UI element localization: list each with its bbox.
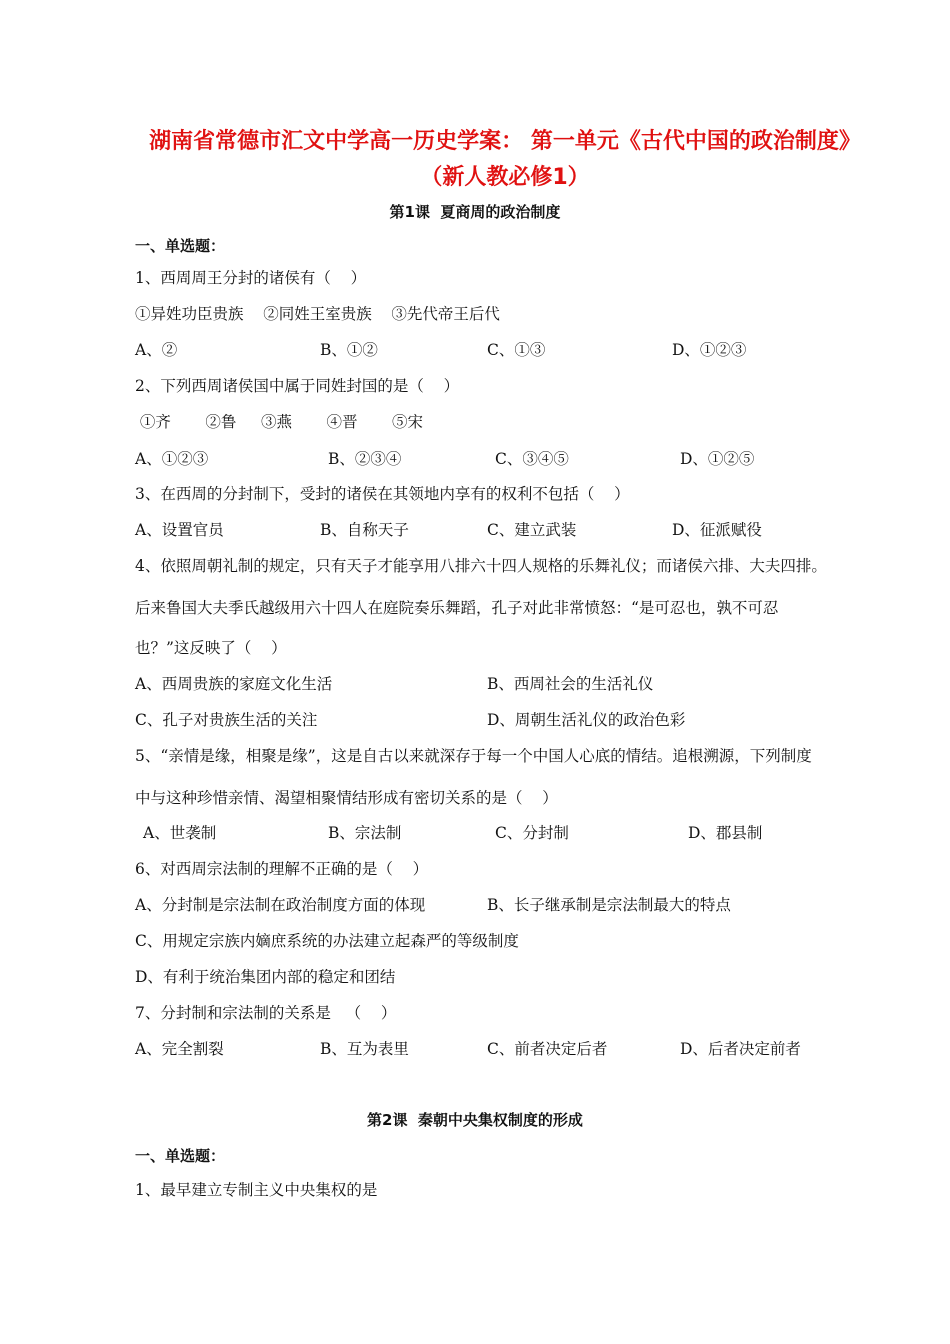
q5-option-d: D、郡县制 bbox=[688, 824, 763, 842]
q2-option-a: A、①②③ bbox=[135, 450, 209, 468]
q7-option-b: B、互为表里 bbox=[320, 1040, 409, 1058]
q4-option-a: A、西周贵族的家庭文化生活 bbox=[135, 675, 333, 693]
q2-option-c: C、③④⑤ bbox=[495, 450, 569, 468]
q1-option-d: D、①②③ bbox=[672, 341, 747, 359]
q7-option-c: C、前者决定后者 bbox=[487, 1040, 608, 1058]
lesson2-heading: 第2课 秦朝中央集权制度的形成 bbox=[367, 1111, 583, 1129]
q6-option-a: A、分封制是宗法制在政治制度方面的体现 bbox=[135, 896, 426, 914]
q1-option-a: A、② bbox=[135, 341, 178, 359]
lesson2-section-title: 一、单选题： bbox=[135, 1147, 226, 1165]
lesson1-heading: 第1课 夏商周的政治制度 bbox=[389, 203, 561, 221]
q2-option-d: D、①②⑤ bbox=[680, 450, 755, 468]
q1-option-c: C、①③ bbox=[487, 341, 546, 359]
lesson1-section-title: 一、单选题： bbox=[135, 237, 226, 255]
q3-option-b: B、自称天子 bbox=[320, 521, 409, 539]
q2-stem: 2、下列西周诸侯国中属于同姓封国的是（ ） bbox=[135, 377, 460, 395]
q3-option-a: A、设置官员 bbox=[135, 521, 224, 539]
q7-option-d: D、后者决定前者 bbox=[680, 1040, 801, 1058]
q6-option-d: D、有利于统治集团内部的稳定和团结 bbox=[135, 968, 396, 986]
document-title-line1: 湖南省常德市汇文中学高一历史学案： 第一单元《古代中国的政治制度》 bbox=[149, 129, 861, 154]
q6-option-b: B、长子继承制是宗法制最大的特点 bbox=[487, 896, 731, 914]
q4-stem-line3: 也？”这反映了（ ） bbox=[135, 639, 287, 657]
document-title-line2: （新人教必修1） bbox=[420, 165, 590, 190]
q6-stem: 6、对西周宗法制的理解不正确的是（ ） bbox=[135, 860, 429, 878]
q7-stem: 7、分封制和宗法制的关系是 （ ） bbox=[135, 1004, 397, 1022]
q3-option-c: C、建立武装 bbox=[487, 521, 577, 539]
q5-stem-line1: 5、“亲情是缘，相聚是缘”，这是自古以来就深存于每一个中国人心底的情结。追根溯源，下列制度 bbox=[135, 747, 812, 765]
q1-stem: 1、西周周王分封的诸侯有（ ） bbox=[135, 269, 367, 287]
q3-stem: 3、在西周的分封制下，受封的诸侯在其领地内享有的权利不包括（ ） bbox=[135, 485, 630, 503]
q4-option-b: B、西周社会的生活礼仪 bbox=[487, 675, 654, 693]
q5-stem-line2: 中与这种珍惜亲情、渴望相聚情结形成有密切关系的是（ ） bbox=[135, 789, 558, 807]
q7-option-a: A、完全割裂 bbox=[135, 1040, 224, 1058]
q2-items: ①齐 ②鲁 ③燕 ④晋 ⑤宋 bbox=[135, 413, 424, 431]
q4-option-c: C、孔子对贵族生活的关注 bbox=[135, 711, 318, 729]
lesson2-q1-stem: 1、最早建立专制主义中央集权的是 bbox=[135, 1181, 378, 1199]
q5-option-a: A、世袭制 bbox=[143, 824, 217, 842]
q5-option-b: B、宗法制 bbox=[328, 824, 402, 842]
q1-option-b: B、①② bbox=[320, 341, 378, 359]
q6-option-c: C、用规定宗族内嫡庶系统的办法建立起森严的等级制度 bbox=[135, 932, 519, 950]
q4-option-d: D、周朝生活礼仪的政治色彩 bbox=[487, 711, 686, 729]
q4-stem-line1: 4、依照周朝礼制的规定，只有天子才能享用八排六十四人规格的乐舞礼仪；而诸侯六排、大夫四排。 bbox=[135, 557, 827, 575]
q3-option-d: D、征派赋役 bbox=[672, 521, 762, 539]
q2-option-b: B、②③④ bbox=[328, 450, 402, 468]
q1-items: ①异姓功臣贵族 ②同姓王室贵族 ③先代帝王后代 bbox=[135, 305, 500, 323]
q4-stem-line2: 后来鲁国大夫季氏越级用六十四人在庭院奏乐舞蹈，孔子对此非常愤怒：“是可忍也，孰不可忍 bbox=[135, 599, 779, 617]
q5-option-c: C、分封制 bbox=[495, 824, 569, 842]
